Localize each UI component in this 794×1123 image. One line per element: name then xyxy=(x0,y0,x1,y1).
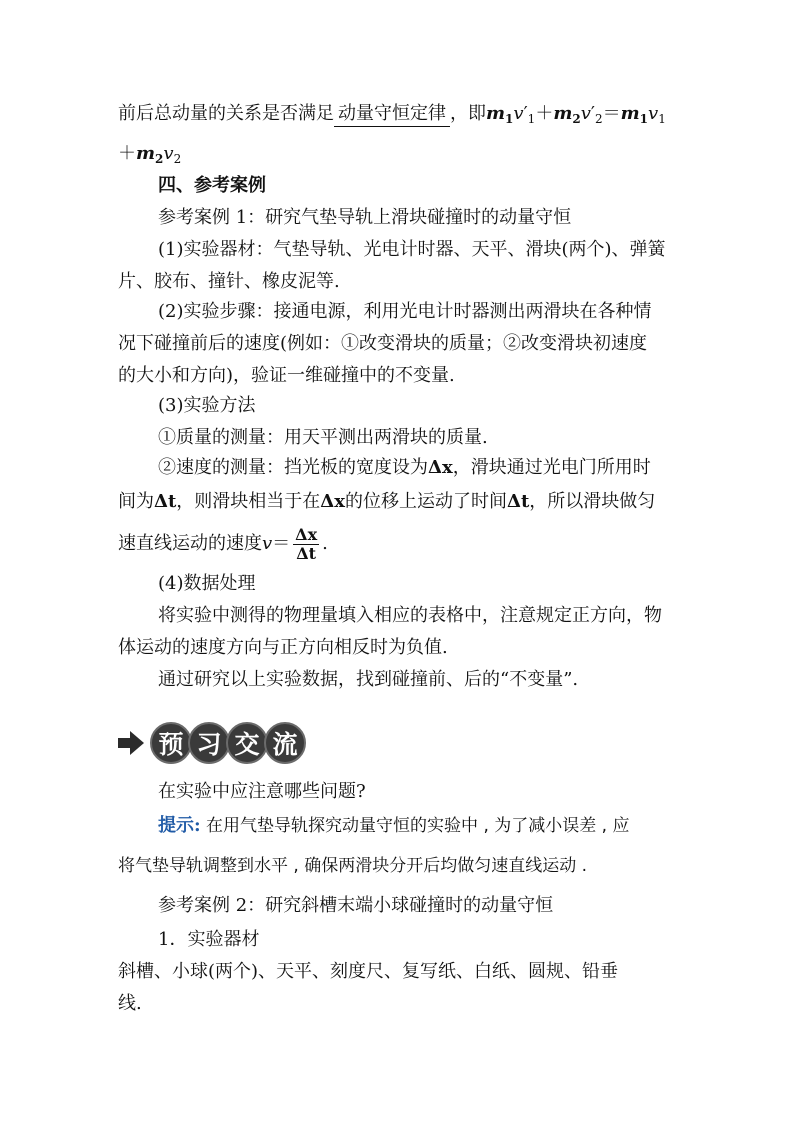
case1-title: 参考案例 1：研究气垫导轨上滑块碰撞时的动量守恒 xyxy=(158,207,572,228)
delta-x-2: Δx xyxy=(320,491,345,512)
m2-sub: 2 xyxy=(572,112,581,126)
speed-end: . xyxy=(322,533,328,554)
delta-t-2: Δt xyxy=(506,491,530,512)
case2-title: 参考案例 2：研究斜槽末端小球碰撞时的动量守恒 xyxy=(158,895,554,916)
equip-line-2: 片、胶布、撞针、橡皮泥等. xyxy=(118,271,340,292)
banner-title xyxy=(150,722,302,764)
v2p-sub: 2 xyxy=(594,112,603,126)
m1b-sub: 1 xyxy=(639,112,649,126)
preview-exchange-banner xyxy=(118,720,302,766)
speed-text-g: 速直线运动的速度 xyxy=(118,533,262,554)
hint-text-1: 在用气垫导轨探究动量守恒的实验中 , 为了减小误差 , 应 xyxy=(200,816,630,836)
speed-text-e: 的位移上运动了时间 xyxy=(344,491,507,512)
relation-line-2 xyxy=(118,142,181,171)
relation-mid: ，即 xyxy=(450,103,486,124)
speed-text-a: ②速度的测量：挡光板的宽度设为 xyxy=(158,457,428,478)
data-title: (4)数据处理 xyxy=(158,573,256,594)
hint-label: 提示 xyxy=(158,815,194,836)
arrow-right-icon xyxy=(118,729,146,757)
equip2-title: 1．实验器材 xyxy=(158,929,260,950)
m1-sub: 1 xyxy=(505,112,514,126)
equip2-line-2: 线. xyxy=(118,993,142,1014)
section-heading-4: 四、参考案例 xyxy=(158,175,266,196)
question: 在实验中应注意哪些问题? xyxy=(158,781,366,802)
velocity-equals: ＝ xyxy=(272,533,291,554)
banner-char: 流 xyxy=(264,722,306,764)
equip2-line-1: 斜槽、小球(两个)、天平、刻度尺、复写纸、白纸、圆规、铅垂 xyxy=(118,961,619,982)
m2b-sub: 2 xyxy=(155,152,164,166)
fraction-numerator: Δx xyxy=(295,524,318,544)
hint-colon: : xyxy=(194,815,201,836)
data-line-2: 体运动的速度方向与正方向相反时为负值. xyxy=(118,637,448,658)
speed-line-2 xyxy=(118,490,655,514)
relation-prefix: 前后总动量的关系是否满足 xyxy=(118,103,334,124)
hint-line-1 xyxy=(158,814,629,838)
delta-t: Δt xyxy=(154,491,177,512)
velocity-fraction xyxy=(293,526,319,563)
mass-measure: ①质量的测量：用天平测出两滑块的质量. xyxy=(158,427,488,448)
relation-line-1 xyxy=(118,102,666,131)
banner-char: 习 xyxy=(188,722,230,764)
m2-var: m xyxy=(553,103,573,124)
prime-2: ′ xyxy=(590,103,595,124)
data-line-1: 将实验中测得的物理量填入相应的表格中，注意规定正方向，物 xyxy=(158,605,662,626)
equip-line-1: (1)实验器材：气垫导轨、光电计时器、天平、滑块(两个)、弹簧 xyxy=(158,239,666,260)
hint-line-2: 将气垫导轨调整到水平 , 确保两滑块分开后均做匀速直线运动 . xyxy=(118,856,588,876)
v2-sub: 2 xyxy=(173,152,182,166)
v2p-var: v xyxy=(580,103,591,124)
v1-var: v xyxy=(648,103,659,124)
blank-answer: 动量守恒定律 xyxy=(334,103,450,127)
v1p-sub: 1 xyxy=(527,112,536,126)
m2b-var: m xyxy=(136,143,156,164)
speed-text-c: 间为 xyxy=(118,491,154,512)
m1b-var: m xyxy=(620,103,640,124)
speed-text-b: ，滑块通过光电门所用时 xyxy=(452,457,651,478)
fraction-denominator: Δt xyxy=(296,543,317,563)
m1-var: m xyxy=(486,103,506,124)
speed-text-d: ，则滑块相当于在 xyxy=(176,491,321,512)
v2-var: v xyxy=(163,143,174,164)
plus-1: ＋ xyxy=(535,103,554,124)
banner-char: 预 xyxy=(150,722,192,764)
speed-text-f: ，所以滑块做匀 xyxy=(529,491,656,512)
steps-line-3: 的大小和方向)，验证一维碰撞中的不变量. xyxy=(118,365,455,386)
data-line-3: 通过研究以上实验数据，找到碰撞前、后的“不变量”. xyxy=(158,669,579,690)
prime-1: ′ xyxy=(523,103,528,124)
equals-1: ＝ xyxy=(602,103,621,124)
v1p-var: v xyxy=(513,103,524,124)
banner-char: 交 xyxy=(226,722,268,764)
delta-x: Δx xyxy=(428,457,453,478)
steps-line-2: 况下碰撞前后的速度(例如：①改变滑块的质量；②改变滑块初速度 xyxy=(118,333,648,354)
speed-line-1 xyxy=(158,456,651,480)
method-title: (3)实验方法 xyxy=(158,395,256,416)
velocity-var: v xyxy=(262,533,273,554)
steps-line-1: (2)实验步骤：接通电源，利用光电计时器测出两滑块在各种情 xyxy=(158,301,652,322)
v1-sub: 1 xyxy=(658,112,666,126)
plus-2: ＋ xyxy=(118,143,136,164)
speed-line-3 xyxy=(118,522,328,566)
